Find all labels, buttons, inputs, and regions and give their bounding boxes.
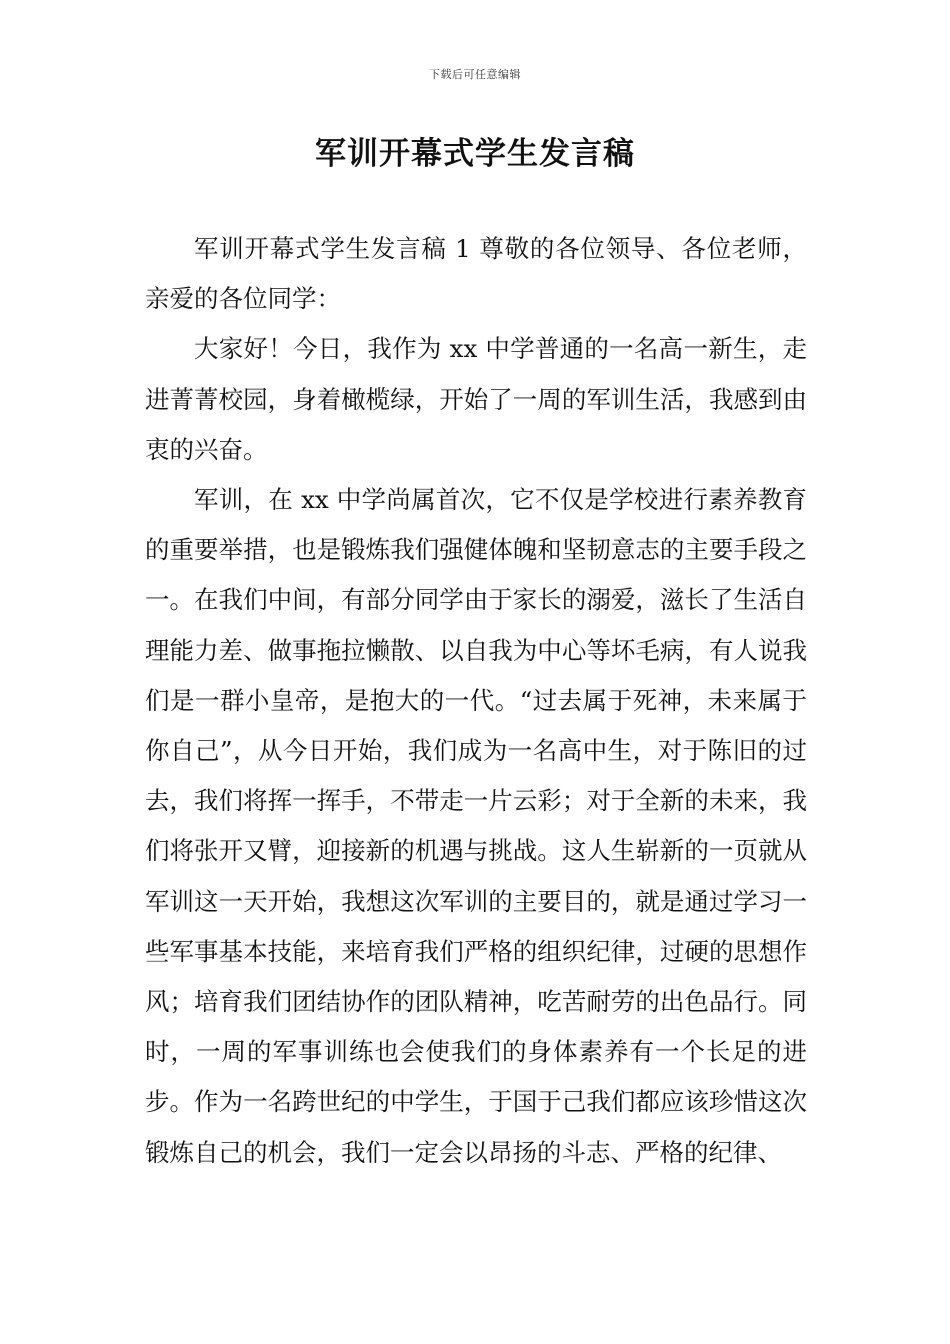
- document-title: 军训开幕式学生发言稿: [315, 136, 635, 172]
- paragraph-intro: 大家好！今日，我作为 xx 中学普通的一名高一新生，走进菁菁校园，身着橄榄绿，开始了一周的军训生活，我感到由衷的兴奋。: [145, 334, 807, 464]
- document-body: [145, 224, 807, 1178]
- paragraph-main: 军训，在 xx 中学尚属首次，它不仅是学校进行素养教育的重要举措，也是锻炼我们强健体魄和坚韧意志的主要手段之一。在我们中间，有部分同学由于家长的溺爱，滋长了生活自理能力差、做事拖拉懒散、以自我为中心等坏毛病，有人说我们是一群小皇帝，是抱大的一代。“过去属于死神，未来属于你自己”，从今日开始，我们成为一名高中生，对于陈旧的过去，我们将挥一挥手，不带走一片云彩；对于全新的未来，我们将张开又臂，迎接新的机遇与挑战。这人生崭新的一页就从军训这一天开始，我想这次军训的主要目的，就是通过学习一些军事基本技能，来培育我们严格的组织纪律，过硬的思想作风；培育我们团结协作的团队精神，吃苦耐劳的出色品行。同时，一周的军事训练也会使我们的身体素养有一个长足的进步。作为一名跨世纪的中学生，于国于己我们都应该珍惜这次锻炼自己的机会，我们一定会以昂扬的斗志、严格的纪律、: [145, 485, 807, 1167]
- header-note: 下载后可任意编辑: [429, 68, 521, 81]
- paragraph-greeting: 军训开幕式学生发言稿 1 尊敬的各位领导、各位老师，亲爱的各位同学：: [145, 234, 807, 314]
